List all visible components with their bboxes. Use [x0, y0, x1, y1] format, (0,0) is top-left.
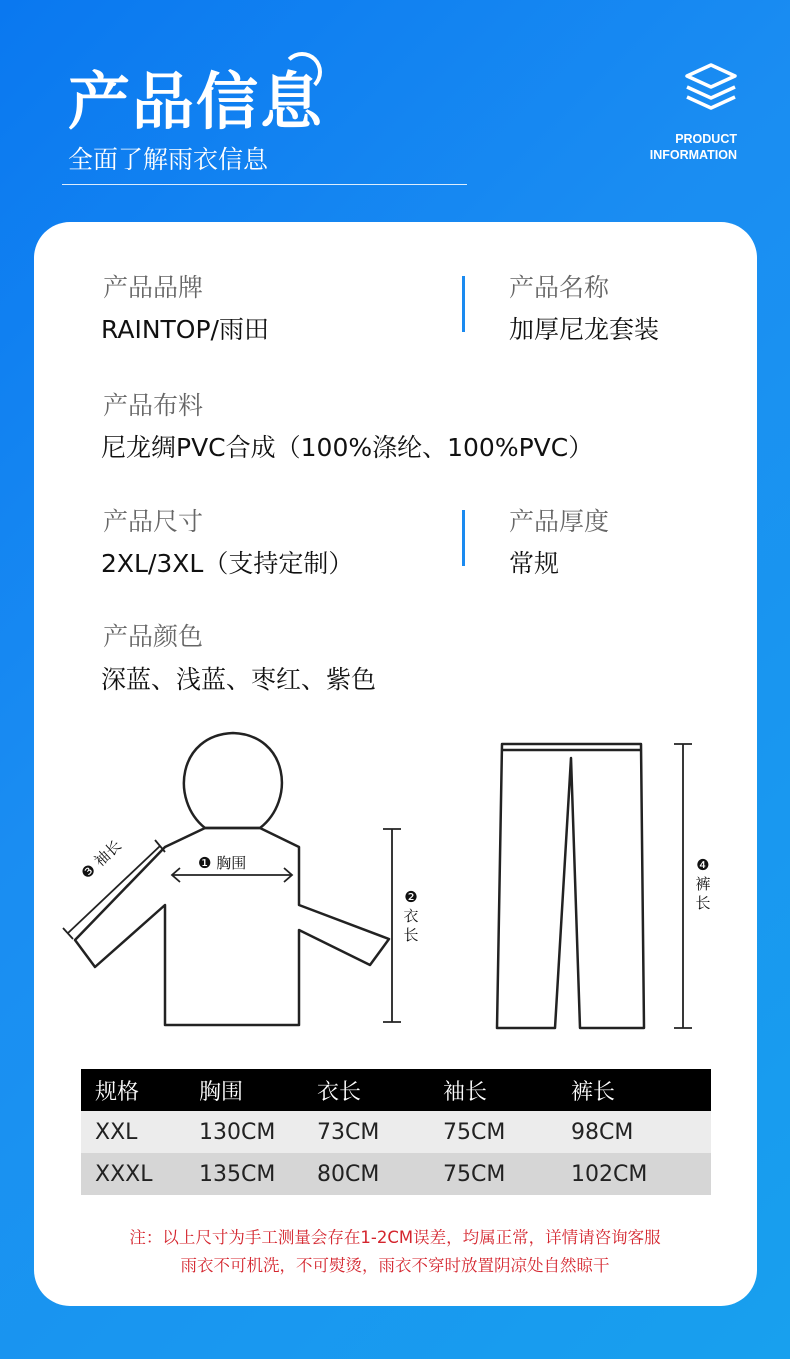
table-row: [81, 1153, 711, 1195]
table-row: [81, 1111, 711, 1153]
table-cell: 73CM: [317, 1119, 380, 1145]
header-en-line1: PRODUCT: [675, 132, 737, 146]
table-header-row: [81, 1069, 711, 1111]
table-cell: 75CM: [443, 1119, 506, 1145]
table-cell: 98CM: [571, 1119, 634, 1145]
table-cell: XXXL: [95, 1161, 153, 1187]
page-subtitle: 全面了解雨衣信息: [68, 145, 269, 174]
size-table: [81, 1069, 711, 1195]
table-header-cell: 袖长: [443, 1079, 488, 1105]
size-label: 产品尺寸: [103, 507, 204, 536]
fabric-label: 产品布料: [103, 391, 204, 420]
info-divider: [462, 510, 465, 566]
header-en-line2: INFORMATION: [649, 148, 737, 162]
name-label: 产品名称: [509, 273, 610, 302]
table-cell: XXL: [95, 1119, 138, 1145]
thickness-value: 常规: [509, 549, 560, 578]
thickness-label: 产品厚度: [509, 507, 610, 536]
table-cell: 102CM: [571, 1161, 648, 1187]
brand-label: 产品品牌: [103, 273, 204, 302]
table-header-cell: 规格: [95, 1079, 140, 1105]
table-header-cell: 衣长: [317, 1079, 362, 1105]
table-header-cell: 胸围: [199, 1079, 244, 1105]
chest-label: ❶ 胸围: [198, 854, 247, 872]
table-cell: 130CM: [199, 1119, 276, 1145]
note-line-2: 雨衣不可机洗，不可熨烫，雨衣不穿时放置阴凉处自然晾干: [180, 1256, 610, 1275]
note-line-1: 注：以上尺寸为手工测量会存在1-2CM误差，均属正常，详情请咨询客服: [129, 1228, 661, 1247]
length-label: ❷衣长: [403, 888, 419, 944]
fabric-value: 尼龙绸PVC合成（100%涤纶、100%PVC）: [101, 433, 594, 462]
color-value: 深蓝、浅蓝、枣红、紫色: [101, 665, 377, 694]
name-value: 加厚尼龙套装: [509, 315, 660, 344]
brand-value: RAINTOP/雨田: [101, 315, 269, 344]
title-decoration: [282, 52, 322, 92]
sleeve-label: ❸ 袖长: [77, 836, 125, 883]
color-label: 产品颜色: [103, 622, 204, 651]
pants-label: ❹裤长: [695, 856, 711, 912]
page-title: 产品信息: [68, 65, 325, 138]
info-divider: [462, 276, 465, 332]
table-cell: 75CM: [443, 1161, 506, 1187]
table-cell: 135CM: [199, 1161, 276, 1187]
header-en-label: [650, 131, 737, 163]
table-header-cell: 裤长: [571, 1079, 616, 1105]
size-value: 2XL/3XL（支持定制）: [101, 549, 354, 578]
table-cell: 80CM: [317, 1161, 380, 1187]
header-divider: [62, 184, 467, 185]
stacked-layers-icon: [683, 62, 739, 112]
